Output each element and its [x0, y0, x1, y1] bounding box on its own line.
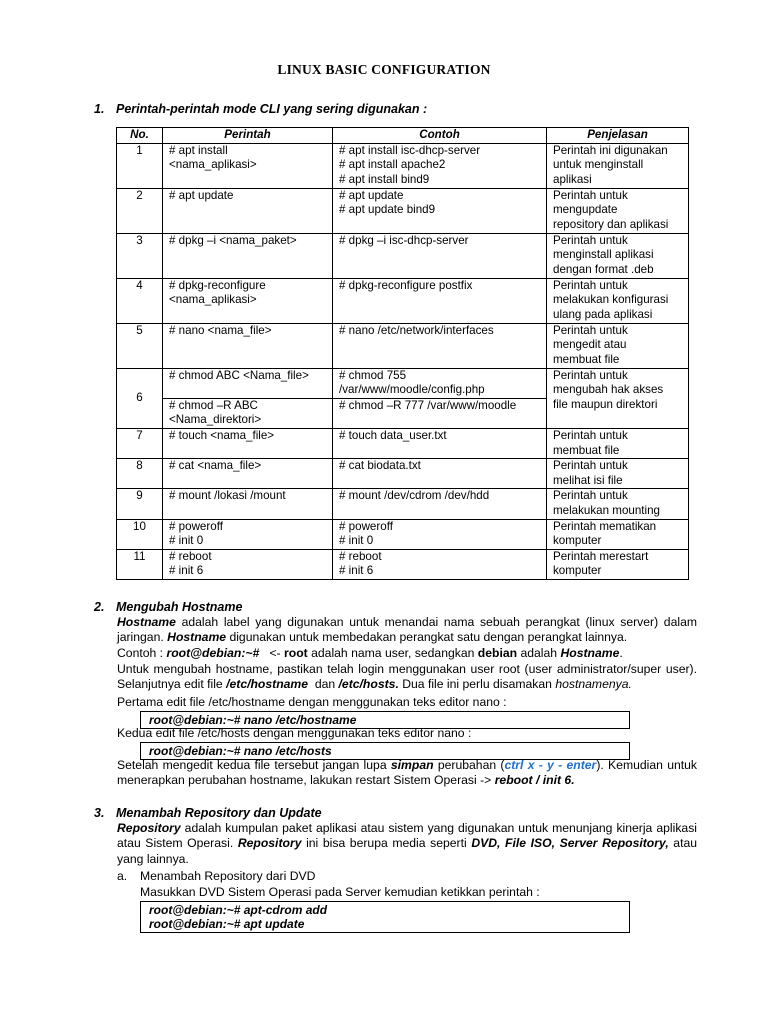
- cell-penjelasan: [547, 278, 689, 323]
- header-perintah: Perintah: [163, 128, 333, 144]
- cell-line: # dpkg-reconfigure: [169, 278, 266, 292]
- cell-no: 7: [117, 428, 163, 458]
- cell-line: # nano <nama_file>: [169, 323, 272, 337]
- cell-line: melihat isi file: [553, 473, 623, 487]
- cell-no: 11: [117, 549, 163, 579]
- cell-penjelasan: [547, 323, 689, 368]
- cell-penjelasan: [547, 428, 689, 458]
- cell-line: # cat <nama_file>: [169, 459, 262, 473]
- cell-no: 4: [117, 278, 163, 323]
- cell-line: file maupun direktori: [553, 397, 658, 411]
- cell-contoh: [333, 519, 547, 549]
- cell-line: # reboot: [339, 549, 382, 563]
- cell-no: 2: [117, 188, 163, 233]
- sub-a-label: a.: [117, 869, 128, 883]
- cell-line: membuat file: [553, 352, 620, 366]
- command-box-hosts: root@debian:~# nano /etc/hosts: [140, 742, 630, 760]
- cell-line: # apt install apache2: [339, 158, 446, 172]
- cell-contoh: [333, 233, 547, 278]
- cell-line: Perintah untuk: [553, 188, 628, 202]
- sub-a-text: Masukkan DVD Sistem Operasi pada Server kemudian ketikkan perintah :: [140, 885, 540, 899]
- cell-line: # touch <nama_file>: [169, 428, 275, 442]
- cell-line: # apt install bind9: [339, 172, 430, 186]
- cell-line: <Nama_direktori>: [169, 413, 262, 427]
- cell-line: # apt install: [169, 143, 228, 157]
- cell-line: Perintah mematikan: [553, 519, 657, 533]
- hostname-definition: Hostname adalah label yang digunakan untuk menandai nama sebuah perangkat (linux server) dalam jaringan. Hostname digunakan untuk membedakan perangkat satu dengan perangkat lainnya.: [117, 615, 697, 645]
- hostname-instructions: Untuk mengubah hostname, pastikan telah login menggunakan user root (user administrator/super user). Selanjutnya edit file /etc/hostname dan /etc/hosts. Dua file ini perlu disamakan hostnamenya.: [117, 662, 697, 692]
- cell-line: mengedit atau: [553, 338, 627, 352]
- cell-perintah: [163, 489, 333, 519]
- cell-line: repository dan aplikasi: [553, 217, 669, 231]
- edit-hostname-text: Pertama edit file /etc/hostname dengan menggunakan teks editor nano :: [117, 695, 507, 709]
- cell-line: # apt update: [169, 188, 234, 202]
- cell-line: Perintah untuk: [553, 323, 628, 337]
- cell-line: # cat biodata.txt: [339, 459, 421, 473]
- save-and-restart-text: Setelah mengedit kedua file tersebut jangan lupa simpan perubahan (ctrl x - y - enter). Kemudian untuk menerapkan perubahan hostname, lakukan restart Sistem Operasi -> reboot / init 6.: [117, 758, 698, 788]
- cell-penjelasan: [547, 549, 689, 579]
- cell-perintah: [163, 549, 333, 579]
- cell-no: 6: [117, 368, 163, 428]
- cell-perintah: [163, 143, 333, 188]
- section-2-heading: 2. Mengubah Hostname: [94, 600, 243, 614]
- cell-line: mengupdate: [553, 203, 618, 217]
- cell-contoh: [333, 188, 547, 233]
- table-row: [117, 459, 689, 489]
- cell-perintah: [163, 188, 333, 233]
- cell-line: Perintah untuk: [553, 489, 628, 503]
- cell-line: Perintah untuk: [553, 428, 628, 442]
- cell-perintah: [163, 398, 333, 428]
- cell-penjelasan: [547, 188, 689, 233]
- cell-line: # chmod 755: [339, 368, 407, 382]
- cell-contoh: [333, 323, 547, 368]
- cell-penjelasan: [547, 368, 689, 428]
- cell-line: Perintah untuk: [553, 368, 628, 382]
- cell-contoh: [333, 398, 547, 428]
- cell-no: 8: [117, 459, 163, 489]
- cell-penjelasan: [547, 459, 689, 489]
- cell-line: ulang pada aplikasi: [553, 307, 653, 321]
- sub-a-title: Menambah Repository dari DVD: [140, 869, 316, 883]
- cell-line: membuat file: [553, 443, 620, 457]
- cell-contoh: [333, 489, 547, 519]
- table-row: [117, 489, 689, 519]
- cell-line: melakukan konfigurasi: [553, 293, 669, 307]
- cell-perintah: [163, 428, 333, 458]
- cell-line: /var/www/moodle/config.php: [339, 383, 485, 397]
- cell-perintah: [163, 278, 333, 323]
- table-row: [117, 323, 689, 368]
- cell-line: # chmod –R ABC: [169, 398, 258, 412]
- cell-line: # poweroff: [169, 519, 223, 533]
- page-title: LINUX BASIC CONFIGURATION: [277, 62, 491, 77]
- cell-no: 5: [117, 323, 163, 368]
- cell-line: mengubah hak akses: [553, 383, 664, 397]
- cell-line: # chmod ABC <Nama_file>: [169, 368, 309, 382]
- table-row: [117, 188, 689, 233]
- cell-line: # reboot: [169, 549, 212, 563]
- cell-no: 9: [117, 489, 163, 519]
- cell-line: komputer: [553, 564, 602, 578]
- repository-definition: Repository adalah kumpulan paket aplikasi atau sistem yang digunakan untuk menunjang kinerja aplikasi atau Sistem Operasi. Repository ini bisa berupa media seperti DVD, File ISO, Server Repository, atau yang lainnya.: [117, 821, 698, 866]
- cell-line: Perintah merestart: [553, 549, 649, 563]
- cell-contoh: [333, 549, 547, 579]
- table-row: [117, 549, 689, 579]
- cell-line: # init 0: [339, 534, 374, 548]
- cell-perintah: [163, 233, 333, 278]
- cell-perintah: [163, 368, 333, 398]
- cell-contoh: [333, 278, 547, 323]
- cell-line: dengan format .deb: [553, 262, 654, 276]
- cell-line: # poweroff: [339, 519, 393, 533]
- cell-line: Perintah untuk: [553, 278, 628, 292]
- cell-contoh: [333, 368, 547, 398]
- header-penjelasan: Penjelasan: [547, 128, 689, 144]
- hostname-example: Contoh : root@debian:~# <- root adalah nama user, sedangkan debian adalah Hostname.: [117, 646, 623, 660]
- cell-line: # init 6: [339, 564, 374, 578]
- cell-line: komputer: [553, 534, 602, 548]
- table-row: [117, 368, 689, 398]
- cell-line: menginstall aplikasi: [553, 248, 654, 262]
- header-no: No.: [117, 128, 163, 144]
- cell-line: # nano /etc/network/interfaces: [339, 323, 494, 337]
- cell-line: melakukan mounting: [553, 503, 660, 517]
- table-row: [117, 143, 689, 188]
- cell-perintah: [163, 459, 333, 489]
- cell-line: # chmod –R 777 /var/www/moodle: [339, 398, 517, 412]
- header-contoh: Contoh: [333, 128, 547, 144]
- cell-line: <nama_aplikasi>: [169, 158, 257, 172]
- cell-line: # dpkg-reconfigure postfix: [339, 278, 473, 292]
- command-box-apt-cdrom: root@debian:~# apt-cdrom add root@debian:~# apt update: [140, 901, 630, 933]
- cell-no: 10: [117, 519, 163, 549]
- cell-line: # dpkg –i <nama_paket>: [169, 233, 297, 247]
- cell-line: Perintah ini digunakan: [553, 143, 668, 157]
- section-3-heading: 3. Menambah Repository dan Update: [94, 806, 322, 820]
- cell-line: <nama_aplikasi>: [169, 293, 257, 307]
- cell-line: # apt update: [339, 188, 404, 202]
- cell-penjelasan: [547, 519, 689, 549]
- cell-line: Perintah untuk: [553, 233, 628, 247]
- cell-line: # mount /lokasi /mount: [169, 489, 286, 503]
- cell-penjelasan: [547, 143, 689, 188]
- cell-line: # init 6: [169, 564, 204, 578]
- cell-line: # touch data_user.txt: [339, 428, 447, 442]
- cell-line: # init 0: [169, 534, 204, 548]
- command-box-hostname: root@debian:~# nano /etc/hostname: [140, 711, 630, 729]
- cell-perintah: [163, 323, 333, 368]
- cell-contoh: [333, 143, 547, 188]
- cell-contoh: [333, 428, 547, 458]
- cell-perintah: [163, 519, 333, 549]
- cell-line: aplikasi: [553, 172, 592, 186]
- cell-no: 1: [117, 143, 163, 188]
- table-header-row: [117, 128, 689, 144]
- cell-line: # apt install isc-dhcp-server: [339, 143, 481, 157]
- table-row: [117, 519, 689, 549]
- cell-penjelasan: [547, 489, 689, 519]
- cell-line: untuk menginstall: [553, 158, 644, 172]
- table-row: [117, 233, 689, 278]
- cell-line: # dpkg –i isc-dhcp-server: [339, 233, 469, 247]
- cell-penjelasan: [547, 233, 689, 278]
- table-row: [117, 278, 689, 323]
- cell-line: Perintah untuk: [553, 459, 628, 473]
- cell-contoh: [333, 459, 547, 489]
- cell-no: 3: [117, 233, 163, 278]
- section-1-heading: 1. Perintah-perintah mode CLI yang sering digunakan :: [94, 102, 428, 116]
- table-row: [117, 428, 689, 458]
- cli-command-table: [116, 127, 689, 580]
- edit-hosts-text: Kedua edit file /etc/hosts dengan menggunakan teks editor nano :: [117, 726, 472, 740]
- cell-line: # mount /dev/cdrom /dev/hdd: [339, 489, 490, 503]
- cell-line: # apt update bind9: [339, 203, 436, 217]
